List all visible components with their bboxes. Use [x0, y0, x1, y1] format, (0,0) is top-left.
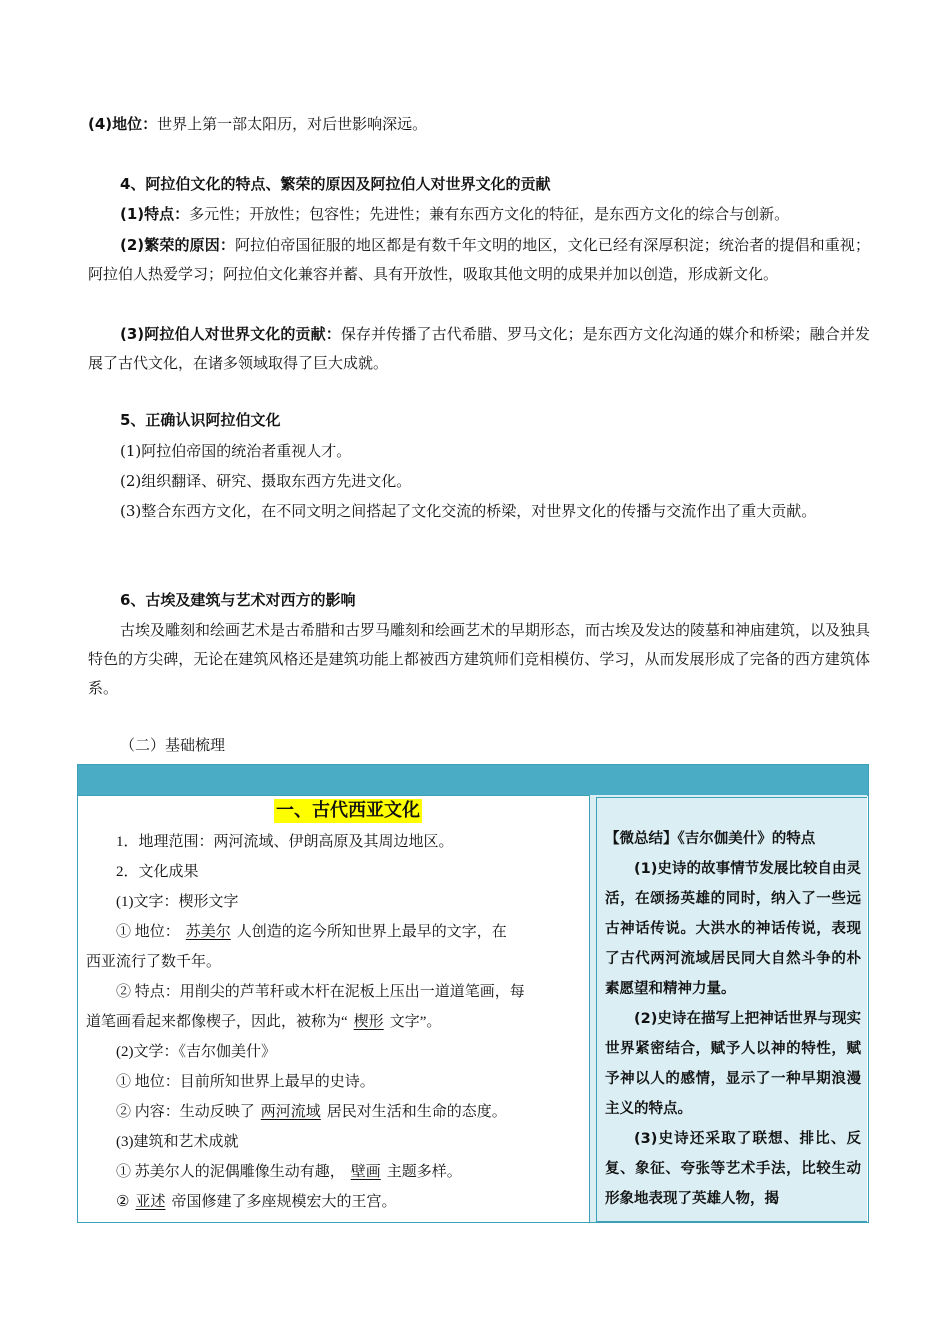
knowledge-table — [77, 764, 869, 1223]
s4-heading: 4、阿拉伯文化的特点、繁荣的原因及阿拉伯人对世界文化的贡献 — [120, 175, 551, 193]
s6-heading: 6、古埃及建筑与艺术对西方的影响 — [120, 591, 356, 609]
basics-label: （二）基础梳理 — [120, 738, 226, 754]
summary-point-1: (1)史诗的故事情节发展比较自由灵活，在颂扬英雄的同时，纳入了一些远古神话传说。大洪水的神话传说，表现了古代两河流域居民同大自然斗争的朴素愿望和精神力量。 — [605, 861, 861, 997]
summary-point-2: (2)史诗在描写上把神话世界与现实世界紧密结合，赋予人以神的特性，赋予神以人的感情，显示了一种早期浪漫主义的特点。 — [605, 1011, 861, 1117]
s4-t1-text: 多元性；开放性；包容性；先进性；兼有东西方文化的特征，是东西方文化的综合与创新。 — [189, 205, 790, 223]
left-line-9: ① 地位：目前所知世界上最早的史诗。 — [116, 1074, 375, 1090]
left-line-1: 1．地理范围：两河流域、伊朗高原及其周边地区。 — [116, 834, 454, 850]
s4-reason — [88, 231, 870, 289]
s5-item-2: (2)组织翻译、研究、摄取东西方先进文化。 — [120, 472, 412, 490]
left-line-3: (1)文字：楔形文字 — [116, 894, 239, 910]
l12-blank: 壁画 — [350, 1164, 381, 1180]
l7-post: 文字”。 — [389, 1014, 442, 1030]
s5-heading: 5、正确认识阿拉伯文化 — [120, 411, 281, 429]
p4-text: 世界上第一部太阳历，对后世影响深远。 — [157, 115, 428, 133]
l4-pre: ① 地位： — [116, 924, 180, 940]
l4-blank: 苏美尔 — [185, 924, 231, 940]
s4-trait — [88, 200, 870, 229]
left-line-6: ② 特点：用削尖的芦苇秆或木杆在泥板上压出一道道笔画，每 — [116, 984, 525, 1000]
l7-blank: 楔形 — [353, 1014, 384, 1030]
summary-title: 【微总结】《吉尔伽美什》的特点 — [605, 831, 816, 847]
left-line-4 — [116, 917, 590, 947]
l13-post: 帝国修建了多座规模宏大的王宫。 — [171, 1194, 397, 1210]
s4-t2-label: (2)繁荣的原因： — [120, 236, 235, 254]
l13-pre: ② — [116, 1194, 130, 1210]
left-line-10 — [116, 1097, 590, 1127]
l4-post: 人创造的迄今所知世界上最早的文字，在 — [236, 924, 507, 940]
s5-item-3: (3)整合东西方文化，在不同文明之间搭起了文化交流的桥梁，对世界文化的传播与交流作出了重大贡献。 — [120, 502, 817, 520]
s4-contribution — [88, 320, 870, 378]
l12-pre: ① 苏美尔人的泥偶雕像生动有趣， — [116, 1164, 345, 1180]
s5-item-1: (1)阿拉伯帝国的统治者重视人才。 — [120, 442, 352, 460]
table-header-bar — [78, 765, 868, 796]
summary-box — [596, 797, 867, 1222]
s4-t1-label: (1)特点： — [120, 205, 190, 223]
left-line-2: 2．文化成果 — [116, 864, 199, 880]
l10-blank: 两河流域 — [260, 1104, 321, 1120]
section-title: 一、古代西亚文化 — [276, 800, 420, 821]
left-line-11: (3)建筑和艺术成就 — [116, 1134, 239, 1150]
l10-pre: ② 内容：生动反映了 — [116, 1104, 255, 1120]
left-line-12 — [116, 1157, 590, 1187]
s4-t2-text: 阿拉伯帝国征服的地区都是有数千年文明的地区，文化已经有深厚积淀；统治者的提倡和重视；阿拉伯人热爱学习；阿拉伯文化兼容并蓄、具有开放性，吸取其他文明的成果并加以创造，形成新文化。 — [88, 236, 870, 283]
l12-post: 主题多样。 — [386, 1164, 462, 1180]
l13-blank: 亚述 — [135, 1194, 166, 1210]
left-line-5: 西亚流行了数千年。 — [86, 954, 222, 970]
s6-text: 古埃及雕刻和绘画艺术是古希腊和古罗马雕刻和绘画艺术的早期形态，而古埃及发达的陵墓和神庙建筑，以及独具特色的方尖碑，无论在建筑风格还是建筑功能上都被西方建筑师们竞相模仿、学习，从而发展形成了完备的西方建筑体系。 — [88, 621, 871, 697]
left-line-13 — [116, 1187, 590, 1217]
table-left-cell — [78, 795, 590, 1222]
s4-t3-label: (3)阿拉伯人对世界文化的贡献： — [120, 325, 341, 343]
l10-post: 居民对生活和生命的态度。 — [326, 1104, 507, 1120]
summary-content — [605, 824, 861, 1214]
p4-label: (4)地位： — [88, 115, 158, 133]
left-line-8: (2)文学：《吉尔伽美什》 — [116, 1044, 276, 1060]
p4-position — [88, 114, 868, 134]
l7-pre: 道笔画看起来都像楔子，因此，被称为“ — [86, 1014, 348, 1030]
summary-point-3: (3)史诗还采取了联想、排比、反复、象征、夸张等艺术手法，比较生动形象地表现了英雄人物，揭 — [605, 1131, 861, 1207]
left-line-7 — [86, 1007, 584, 1037]
table-right-cell — [590, 795, 867, 1222]
s4-t3-text: 保存并传播了古代希腊、罗马文化；是东西方文化沟通的媒介和桥梁；融合并发展了古代文化，在诸多领域取得了巨大成就。 — [88, 325, 870, 372]
